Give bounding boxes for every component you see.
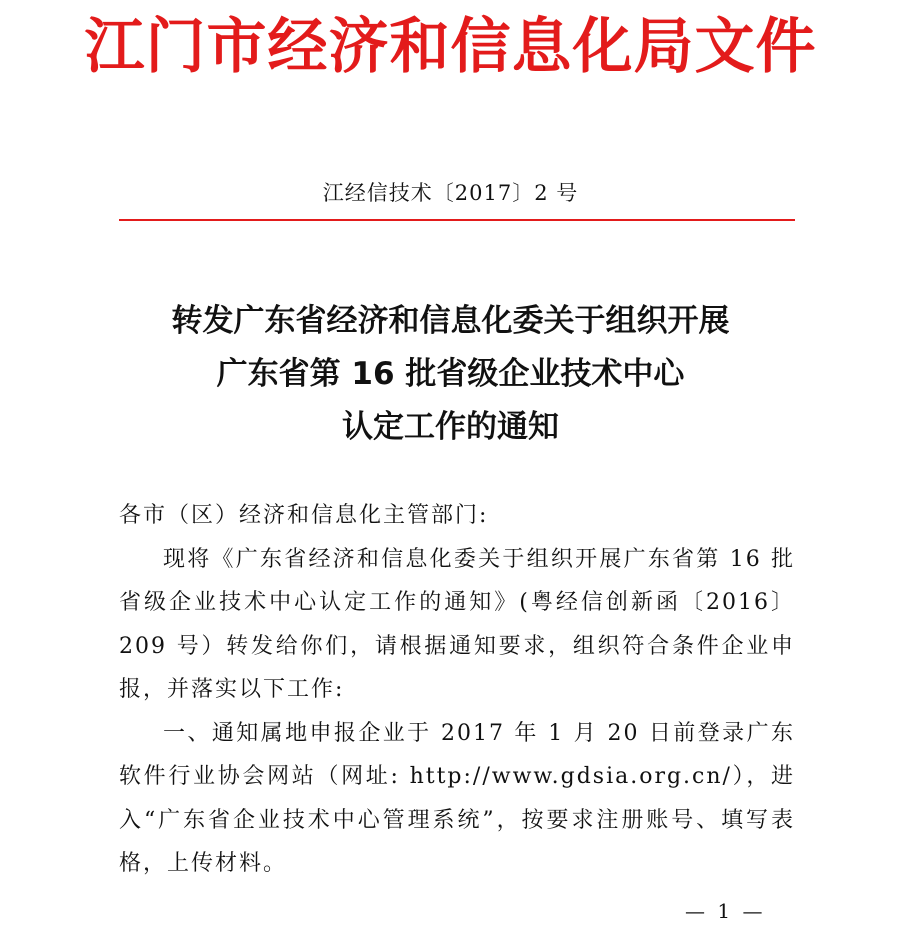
red-divider-line: [119, 219, 795, 221]
document-body: [119, 494, 795, 886]
agency-header-title: 江门市经济和信息化局文件: [84, 12, 817, 82]
title-line-3: 认定工作的通知: [342, 409, 559, 445]
salutation: 各市（区）经济和信息化主管部门:: [119, 503, 489, 528]
body-paragraph-1: 现将《广东省经济和信息化委关于组织开展广东省第 16 批省级企业技术中心认定工作的通知》(粤经信创新函〔2016〕209 号）转发给你们，请根据通知要求，组织符合条件企业申报，并落实以下工作:: [119, 546, 795, 702]
body-paragraph-2: 一、通知属地申报企业于 2017 年 1 月 20 日前登录广东软件行业协会网站（网址: http://www.gdsia.org.cn/），进入“广东省企业技术中心管理系统”，按要求注册账号、填写表格，上传材料。: [119, 720, 795, 876]
title-line-2: 广东省第 16 批省级企业技术中心: [216, 356, 685, 392]
document-title: [0, 295, 901, 454]
page-number: — 1 —: [685, 899, 766, 923]
document-number: 江经信技术〔2017〕2 号: [322, 181, 579, 205]
title-line-1: 转发广东省经济和信息化委关于组织开展: [171, 303, 730, 339]
